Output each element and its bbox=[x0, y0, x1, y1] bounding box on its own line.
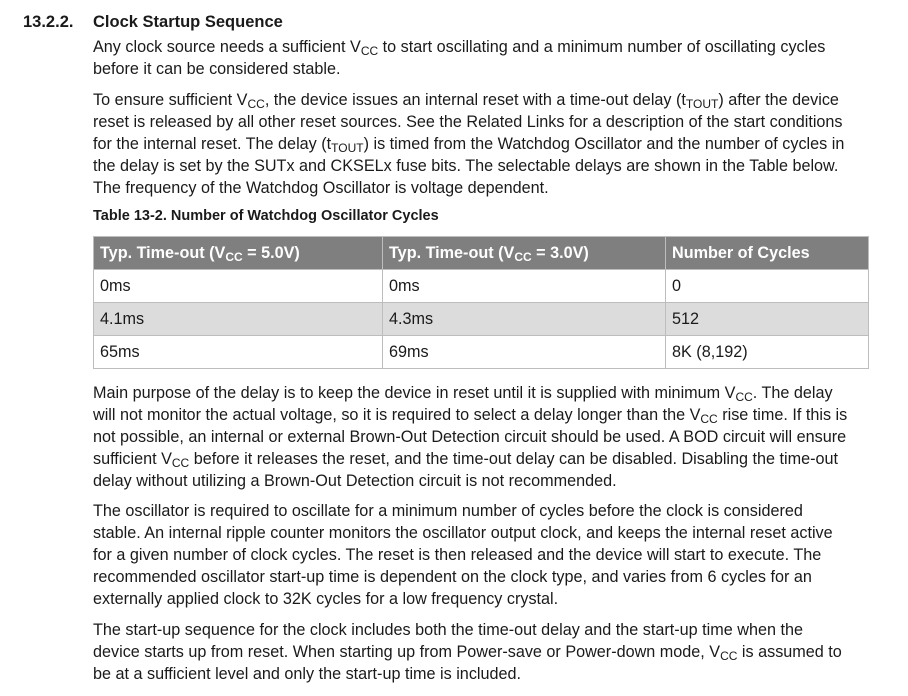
table-cell: 0ms bbox=[383, 270, 666, 303]
para4-line: The oscillator is required to oscillate for a minimum number of cycles before the clock is considered bbox=[93, 502, 803, 520]
para2-text: for the internal reset. The delay (t bbox=[93, 135, 332, 153]
table-cell: 4.3ms bbox=[383, 303, 666, 336]
vcc-subscript: CC bbox=[360, 44, 379, 58]
para1-text: to start oscillating and a minimum number of oscillating cycles bbox=[378, 38, 826, 56]
table-cell: 0ms bbox=[94, 270, 383, 303]
para5-line: be at a sufficient level and only the start-up time is included. bbox=[93, 665, 522, 683]
watchdog-cycles-table bbox=[93, 236, 869, 369]
table-caption: Table 13-2. Number of Watchdog Oscillator Cycles bbox=[93, 208, 439, 224]
para1-line: before it can be considered stable. bbox=[93, 60, 341, 78]
para3-text: rise time. If this is bbox=[717, 406, 848, 424]
table-header-row bbox=[94, 237, 869, 270]
paragraph-reset-delay bbox=[93, 89, 883, 199]
paragraph-startup-sequence bbox=[93, 619, 883, 685]
tout-subscript: TOUT bbox=[685, 97, 719, 111]
para4-line: stable. An internal ripple counter monitors the oscillator output clock, and keeps the internal reset active bbox=[93, 524, 833, 542]
para2-text: ) is timed from the Watchdog Oscillator and the number of cycles in bbox=[363, 135, 845, 153]
para3-text: before it releases the reset, and the time-out delay can be disabled. Disabling the time-out bbox=[189, 450, 839, 468]
section-title: Clock Startup Sequence bbox=[93, 13, 283, 31]
table-cell: 512 bbox=[666, 303, 869, 336]
header-timeout-3v: Typ. Time-out $(V_{CC} = 3.0V)$ bbox=[383, 237, 666, 270]
para3-text: will not monitor the actual voltage, so it is required to select a delay longer than the V bbox=[93, 406, 701, 424]
para3-text: sufficient V bbox=[93, 450, 172, 468]
para5-text: is assumed to bbox=[737, 643, 842, 661]
para2-line: reset is released by all other reset sources. See the Related Links for a description of the start conditions bbox=[93, 113, 843, 131]
paragraph-oscillator bbox=[93, 500, 883, 610]
para5-text: device starts up from reset. When starting up from Power-save or Power-down mode, V bbox=[93, 643, 721, 661]
vcc-subscript: CC bbox=[735, 390, 753, 404]
para2-line: the delay is set by the SUTx and CKSELx fuse bits. The selectable delays are shown in the Table below. bbox=[93, 157, 839, 175]
para4-line: for a given number of clock cycles. The reset is then released and the device will start to execute. The bbox=[93, 546, 822, 564]
para5-line: The start-up sequence for the clock includes both the time-out delay and the start-up time when the bbox=[93, 621, 803, 639]
vcc-subscript: CC bbox=[171, 456, 190, 470]
table-row bbox=[94, 336, 869, 369]
para3-line: delay without utilizing a Brown-Out Detection circuit is not recommended. bbox=[93, 472, 617, 490]
para2-line: The frequency of the Watchdog Oscillator is voltage dependent. bbox=[93, 179, 549, 197]
table-cell: 0 bbox=[666, 270, 869, 303]
para2-text: To ensure sufficient V bbox=[93, 91, 248, 109]
para3-text: . The delay bbox=[752, 384, 833, 402]
vcc-subscript: CC bbox=[247, 97, 265, 111]
header-number-of-cycles: Number of Cycles bbox=[666, 237, 869, 270]
tout-subscript: TOUT bbox=[331, 141, 364, 155]
header-timeout-5v: Typ. Time-out $(V_{CC} = 5.0V)$ bbox=[94, 237, 383, 270]
para4-line: recommended oscillator start-up time is dependent on the clock type, and varies from 6 cycles for an bbox=[93, 568, 812, 586]
section-heading bbox=[23, 12, 283, 32]
table-cell: 4.1ms bbox=[94, 303, 383, 336]
paragraph-delay-purpose bbox=[93, 382, 883, 492]
vcc-subscript: CC bbox=[700, 412, 718, 426]
table-cell: 69ms bbox=[383, 336, 666, 369]
para2-text: ) after the device bbox=[718, 91, 839, 109]
para4-line: externally applied clock to 32K cycles for a low frequency crystal. bbox=[93, 590, 559, 608]
table-row bbox=[94, 270, 869, 303]
table-cell: 65ms bbox=[94, 336, 383, 369]
paragraph-clock-source bbox=[93, 36, 883, 80]
para3-line: not possible, an internal or external Brown-Out Detection circuit should be used. A BOD circuit will ensure bbox=[93, 428, 847, 446]
vcc-subscript: CC bbox=[720, 649, 738, 663]
para1-text: Any clock source needs a sufficient V bbox=[93, 38, 361, 56]
para2-text: , the device issues an internal reset with a time-out delay (t bbox=[264, 91, 686, 109]
section-number: 13.2.2. bbox=[23, 13, 74, 31]
para3-text: Main purpose of the delay is to keep the device in reset until it is supplied with minimum V bbox=[93, 384, 736, 402]
table-cell: 8K (8,192) bbox=[666, 336, 869, 369]
table-row bbox=[94, 303, 869, 336]
